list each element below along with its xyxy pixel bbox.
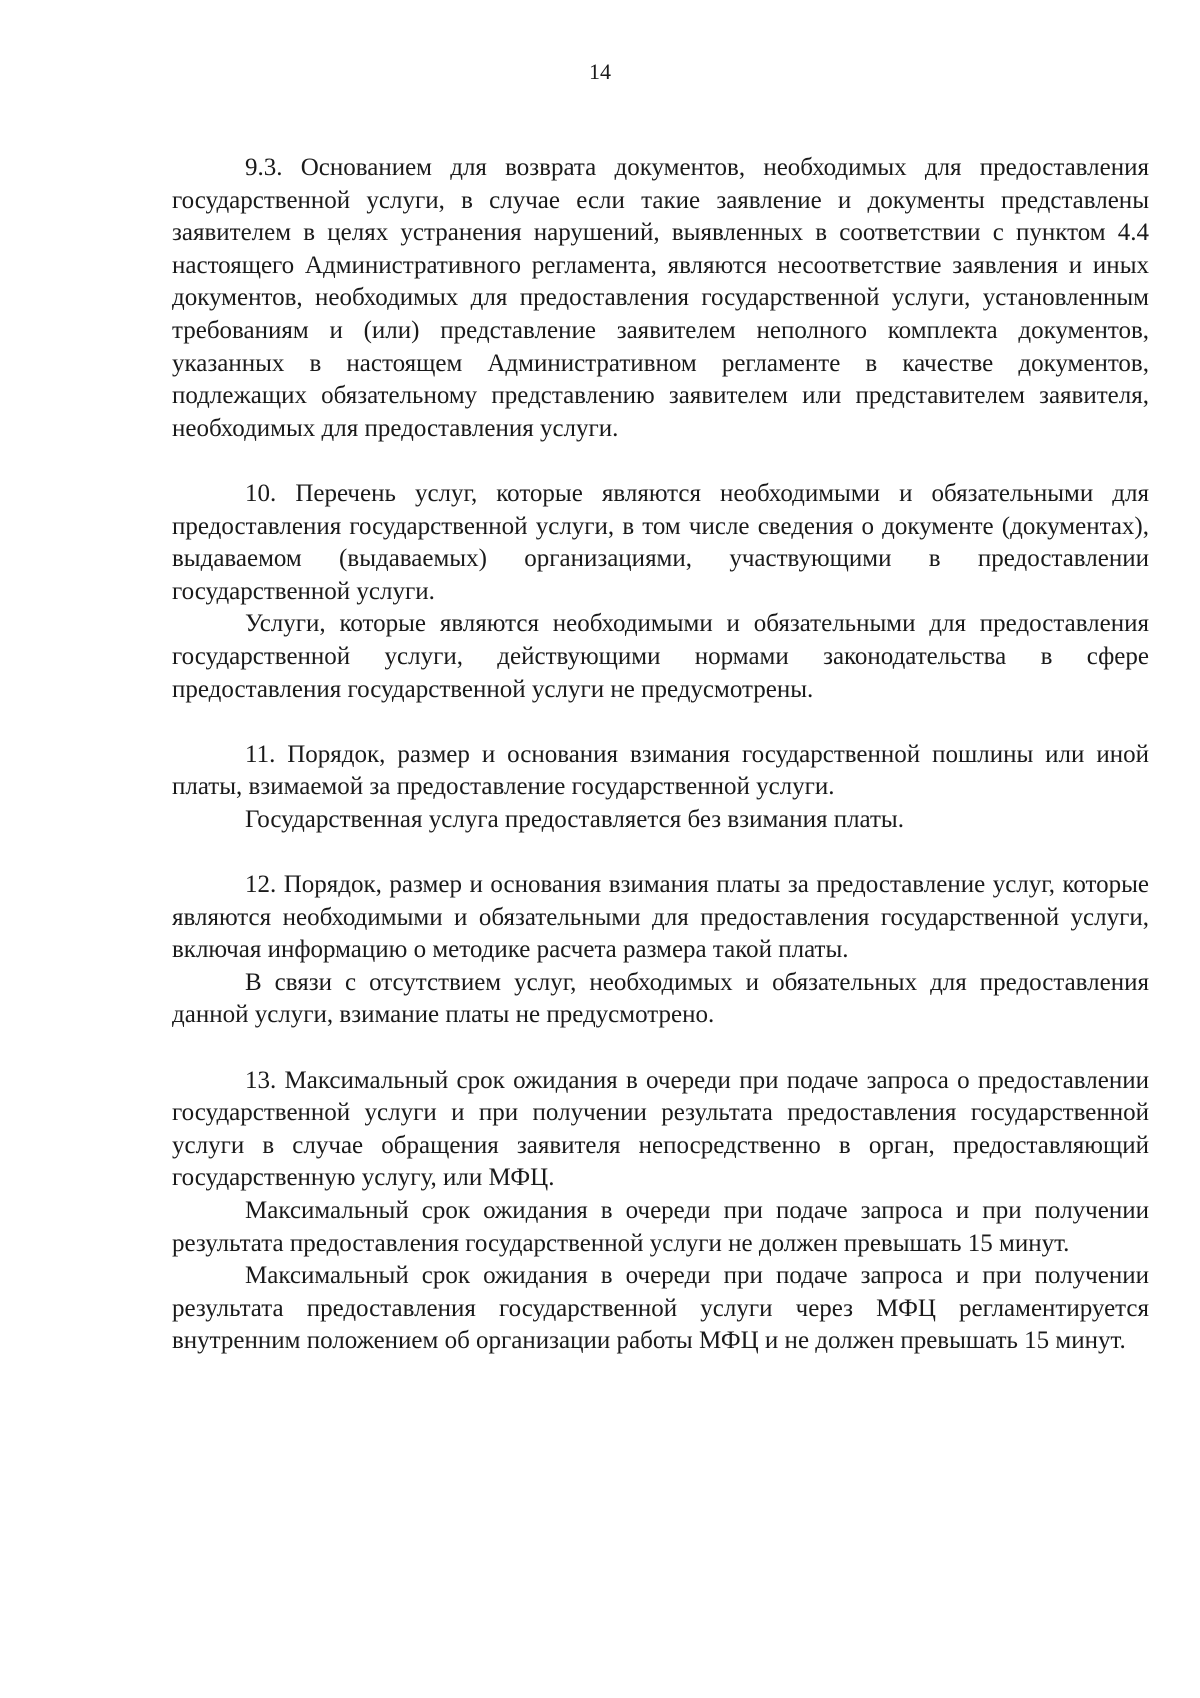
paragraph-13-body-2: Максимальный срок ожидания в очереди при подаче запроса и при получении результата предоставления государственной услуги через МФЦ регламентируется внутренним положением об организации работы МФЦ и не должен превышать 15 минут. <box>172 1262 1149 1355</box>
paragraph-9-3: 9.3. Основанием для возврата документов, необходимых для предоставления государственной услуги, в случае если такие заявление и документы представлены заявителем в целях устранения нарушений, выявленных в соответствии с пунктом 4.4 настоящего Административного регламента, являются несоответствие заявления и иных документов, необходимых для предоставления государственной услуги, установленным требованиям и (или) представление заявителем неполного комплекта документов, указанных в настоящем Административном регламенте в качестве документов, подлежащих обязательному представлению заявителем или представителем заявителя, необходимых для предоставления услуги. <box>172 154 1149 442</box>
paragraph-13-body-1: Максимальный срок ожидания в очереди при подаче запроса и при получении результата предоставления государственной услуги не должен превышать 15 минут. <box>172 1197 1149 1257</box>
document-body <box>172 152 1149 1358</box>
paragraph-10-heading: 10. Перечень услуг, которые являются необходимыми и обязательными для предоставления государственной услуги, в том числе сведения о документе (документах), выдаваемом (выдаваемых) организациями, участвующими в предоставлении государственной услуги. <box>172 479 1149 605</box>
paragraph-11-heading: 11. Порядок, размер и основания взимания государственной пошлины или иной платы, взимаемой за предоставление государственной услуги. <box>172 740 1149 801</box>
paragraph-12-body: В связи с отсутствием услуг, необходимых и обязательных для предоставления данной услуги, взимание платы не предусмотрено. <box>172 968 1149 1029</box>
paragraph-12-heading: 12. Порядок, размер и основания взимания платы за предоставление услуг, которые являются необходимыми и обязательными для предоставления государственной услуги, включая информацию о методике расчета размера такой платы. <box>172 871 1149 964</box>
paragraph-13-heading: 13. Максимальный срок ожидания в очереди при подаче запроса о предоставлении государственной услуги и при получении результата предоставления государственной услуги в случае обращения заявителя непосредственно в орган, предоставляющий государственную услугу, или МФЦ. <box>172 1066 1149 1192</box>
page-number: 14 <box>589 59 611 84</box>
paragraph-10-body: Услуги, которые являются необходимыми и обязательными для предоставления государственной услуги, действующими нормами законодательства в сфере предоставления государственной услуги не предусмотрены. <box>172 610 1149 703</box>
paragraph-11-body: Государственная услуга предоставляется без взимания платы. <box>245 805 904 833</box>
